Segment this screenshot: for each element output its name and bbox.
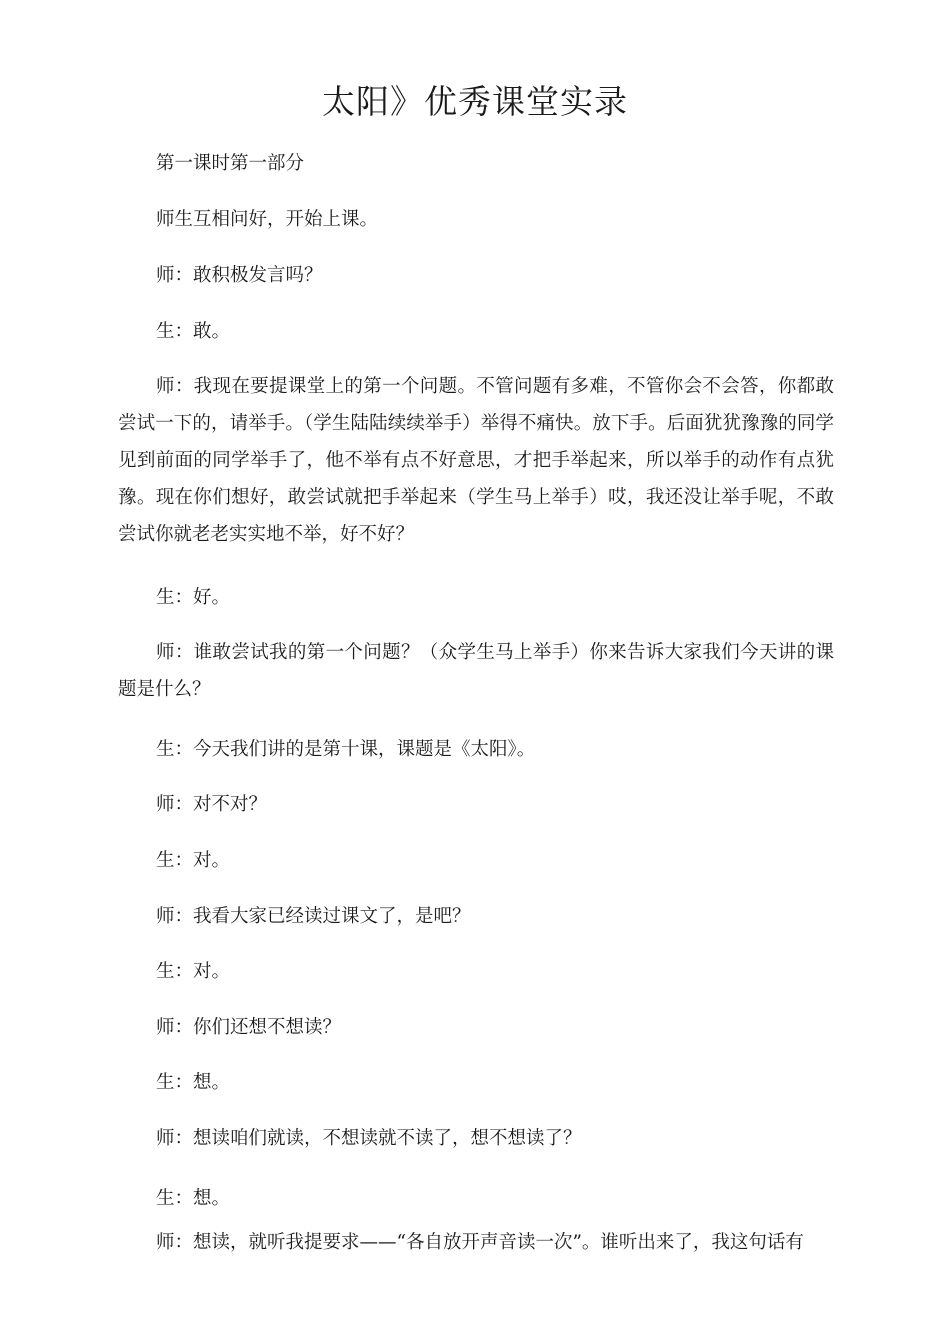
paragraph: 师：我看大家已经读过课文了，是吧？ [156, 906, 471, 927]
paragraph: 师：谁敢尝试我的第一个问题？（众学生马上举手）你来告诉大家我们今天讲的课题是什么？ [118, 642, 834, 700]
paragraph: 师：我现在要提课堂上的第一个问题。不管问题有多难，不管你会不会答，你都敢尝试一下的，请举手。（学生陆陆续续举手）举得不痛快。放下手。后面犹犹豫豫的同学见到前面的同学举手了，他不举有点不好意思，才把手举起来，所以举手的动作有点犹豫。现在你们想好，敢尝试就把手举起来（学生马上举手）哎，我还没让举手呢，不敢尝试你就老老实实地不举，好不好？ [118, 376, 834, 545]
paragraph: 生：今天我们讲的是第十课，课题是《太阳》。 [156, 739, 536, 760]
paragraph-lesson-heading: 第一课时第一部分 [156, 153, 305, 174]
paragraph: 生：敢。 [156, 321, 231, 342]
paragraph: 师：敢积极发言吗？ [156, 265, 323, 286]
paragraph: 生：对。 [156, 850, 231, 871]
paragraph: 师：对不对？ [156, 794, 268, 815]
paragraph: 师：想读咱们就读，不想读就不读了，想不想读了？ [156, 1128, 582, 1149]
paragraph: 生：对。 [156, 961, 231, 982]
paragraph: 生：想。 [156, 1072, 231, 1093]
paragraph: 生：好。 [156, 587, 231, 608]
paragraph: 师：你们还想不想读？ [156, 1017, 342, 1038]
paragraph: 师生互相问好，开始上课。 [156, 209, 379, 230]
document-title: 太阳》优秀课堂实录 [322, 82, 628, 121]
paragraph: 生：想。 [156, 1188, 231, 1209]
paragraph: 师：想读，就听我提要求——“各自放开声音读一次”。谁听出来了，我这句话有 [156, 1232, 804, 1253]
